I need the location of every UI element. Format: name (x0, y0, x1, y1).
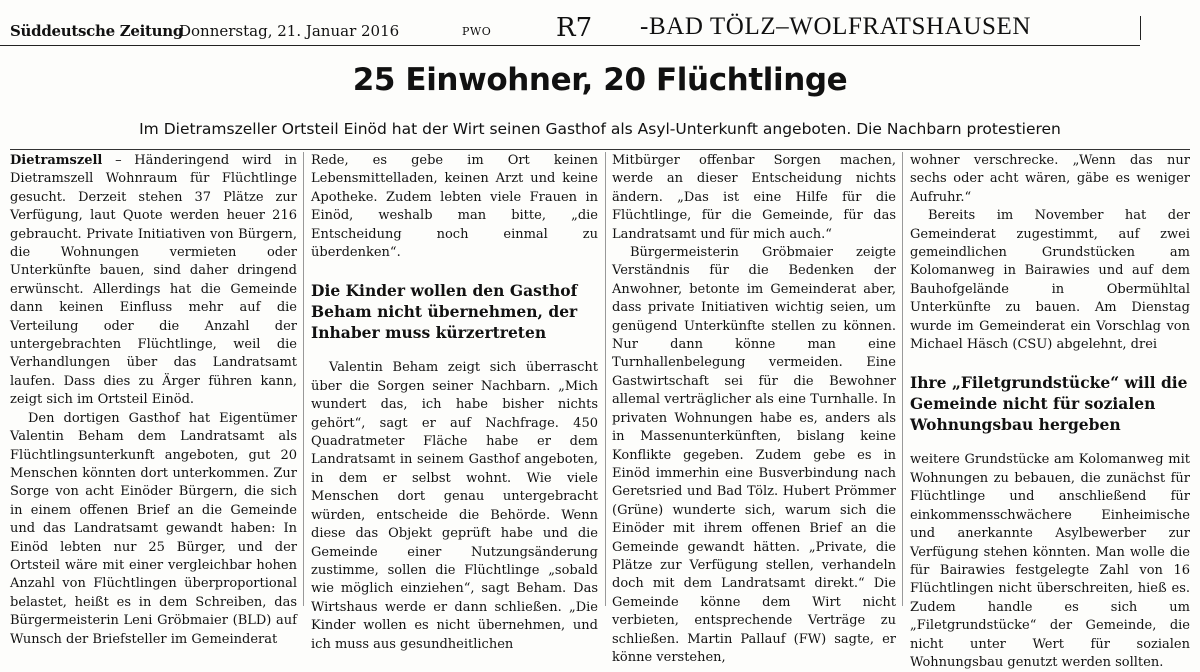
article-divider (10, 149, 1190, 150)
headline: 25 Einwohner, 20 Flüchtlinge (352, 62, 848, 98)
edition-code: PWO (462, 25, 492, 38)
section-title: - BAD TÖLZ–WOLFRATSHAUSEN (640, 13, 1031, 41)
newspaper-name: Süddeutsche Zeitung (10, 22, 184, 40)
paragraph: Valentin Beham zeigt sich überrascht über die Sorgen seiner Nachbarn. „Mich wundert das, ich habe bisher nichts gehört“, sagt er auf Nachfrage. 450 Quadratmeter Fläche habe er dem Landratsamt in seinem Gasthof angeboten, in dem er selbst wohnt. Wie viele Menschen dort genau untergebracht würden, entscheide die Behörde. Wenn diese das Objekt geprüft habe und die Gemeinde einer Nutzungsänderung zustimme, sollen die Flüchtlinge „sobald wie möglich einziehen“, sagt Beham. Das Wirtshaus werde er dann schließen. „Die Kinder wollen es nicht übernehmen, und ich muss aus gesundheitlichen (311, 360, 598, 652)
masthead-rule (1140, 16, 1141, 40)
paragraph: Bereits im November hat der Gemeinderat zugestimmt, auf zwei gemeindlichen Grundstücken am Kolomanweg in Bairawies und auf dem Bauhofgelände in Obermühltal Unterkünfte zu bauen. Am Dienstag wurde im Gemeinderat ein Vorschlag von Michael Häsch (CSU) abgelehnt, drei (910, 208, 1190, 353)
page-number: R7 (556, 13, 593, 43)
paragraph: Rede, es gebe im Ort keinen Lebensmittelladen, keinen Arzt und keine Apotheke. Zudem lebten viele Frauen in Einöd, weshalb man bitte, „die Entscheidung noch einmal zu überdenken“. (311, 153, 598, 261)
paragraph: wohner verschrecke. „Wenn das nur sechs oder acht wären, gäbe es weniger Aufruhr.“ (910, 153, 1190, 205)
column-separator (303, 152, 304, 606)
column-4 (910, 152, 1190, 670)
intertitle: Ihre „Filetgrundstücke“ will die Gemeinde nicht für sozialen Wohnungsbau hergeben (910, 373, 1188, 435)
column-1 (10, 152, 297, 647)
paragraph: Bürgermeisterin Gröbmaier zeigte Verständnis für die Bedenken der Anwohner, betonte im Gemeinderat aber, dass private Initiativen wichtig seien, um genügend Unterkünfte stellen zu können. Nur dann könne man eine Turnhallenbelegung vermeiden. Eine Gastwirtschaft sei für die Bewohner allemal verträglicher als eine Turnhalle. In privaten Wohnungen habe es, anders als in Massenunterkünften, bislang keine Konflikte gegeben. Zudem gebe es in Einöd immerhin eine Busverbindung nach Geretsried und Bad Tölz. Hubert Prömmer (Grüne) wunderte sich, warum sich die Einöder mit ihrem offenen Brief an die Gemeinde gewandt hätten. „Private, die Plätze zur Verfügung stellen, verhandeln doch mit dem Landratsamt direkt.“ Die Gemeinde könne dem Wirt nicht verbieten, entsprechende Verträge zu schließen. Martin Pallauf (FW) sagte, er könne verstehen, (612, 245, 896, 665)
top-divider (0, 45, 1140, 46)
column-separator (605, 152, 606, 606)
dateline: Dietramszell (10, 153, 103, 168)
intertitle: Die Kinder wollen den Gasthof Beham nicht übernehmen, der Inhaber muss kürzertreten (311, 281, 578, 343)
paragraph: Den dortigen Gasthof hat Eigentümer Valentin Beham dem Landratsamt als Flüchtlingsunterkunft angeboten, gut 20 Menschen könnten dort unterkommen. Zur Sorge von acht Einöder Bürgern, die sich in einem offenen Brief an die Gemeinde und das Landratsamt gewandt haben: In Einöd lebten nur 25 Bürger, und der Ortsteil wäre mit einer vergleichbar hohen Anzahl von Flüchtlingen überproportional belastet, heißt es in dem Schreiben, das Bürgermeisterin Leni Gröbmaier (BLD) auf Wunsch der Briefsteller im Gemeinderat (10, 410, 297, 647)
paragraph-text: – Händeringend wird in Dietramszell Wohnraum für Flüchtlinge gesucht. Derzeit stehen 37 Plätze zur Verfügung, laut Quote werden heuer 216 gebraucht. Private Initiativen von Bürgern, die Wohnungen vermieten oder Unterkünfte bauen, sind daher dringend erwünscht. Allerdings hat die Gemeinde dann keinen Einfluss mehr auf die Verteilung oder die Anzahl der untergebrachten Flüchtlinge, weil die Verhandlungen über das Landratsamt laufen. Dass dies zu Ärger führen kann, zeigt sich im Ortsteil Einöd. (10, 153, 297, 408)
column-separator (902, 152, 903, 606)
subheadline: Im Dietramszeller Ortsteil Einöd hat der Wirt seinen Gasthof als Asyl-Unterkunft angeboten. Die Nachbarn protestieren (139, 120, 1061, 138)
issue-date: Donnerstag, 21. Januar 2016 (179, 22, 400, 40)
paragraph: Mitbürger offenbar Sorgen machen, werde an dieser Entscheidung nichts ändern. „Das ist eine Hilfe für die Flüchtlinge, für die Gemeinde, für das Landratsamt und für mich auch.“ (612, 153, 896, 242)
column-2 (311, 152, 598, 652)
paragraph: weitere Grundstücke am Kolomanweg mit Wohnungen zu bebauen, die zunächst für Flüchtlinge und anschließend für einkommensschwächere Einheimische und anerkannte Asylbewerber zur Verfügung stehen könnten. Man wolle die für Bairawies festgelegte Zahl von 16 Flüchtlingen nicht überschreiten, hieß es. Zudem handle es sich um „Filetgrundstücke“ der Gemeinde, die nicht unter Wert für sozialen Wohnungsbau genutzt werden sollten. (910, 452, 1190, 670)
paragraph (10, 152, 297, 410)
masthead (0, 0, 1200, 46)
column-3 (612, 152, 896, 665)
